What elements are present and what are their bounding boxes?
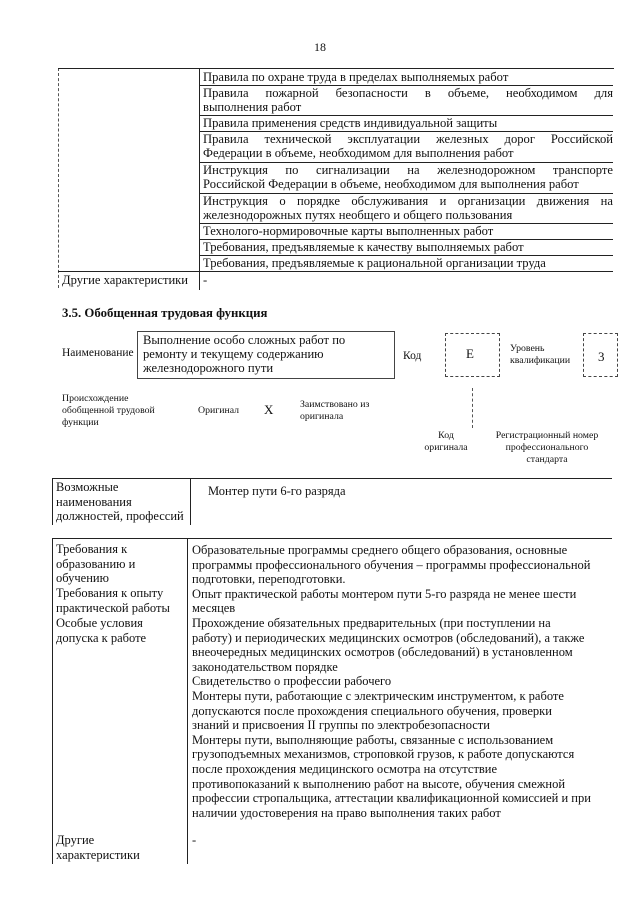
condition-line: Опыт практической работы монтером пути 5-го разряда не менее шести xyxy=(192,586,577,601)
level-value: 3 xyxy=(598,349,605,364)
row-divider xyxy=(199,255,613,256)
original-mark: X xyxy=(264,402,274,417)
condition-line: месяцев xyxy=(192,601,236,616)
requirement-row xyxy=(203,256,613,270)
conditions-content xyxy=(192,543,610,820)
original-label: Оригинал xyxy=(198,405,240,416)
other-characteristics-value: - xyxy=(203,273,208,287)
code-value: E xyxy=(466,346,474,361)
condition-line: наличии удостоверения на право выполнения таких работ xyxy=(192,805,501,820)
condition-item xyxy=(192,733,610,821)
requirement-row xyxy=(203,194,613,222)
condition-line: Образовательные программы среднего общего образования, основные xyxy=(192,543,568,557)
condition-line: программы профессионального обучения – программы профессиональной xyxy=(192,557,591,572)
condition-line: допускаются после прохождения специального обучения, проверки xyxy=(192,703,552,718)
origin-divider xyxy=(472,388,473,428)
condition-line: работу) и периодических медицинских осмотров (обследований), а также xyxy=(192,630,585,645)
condition-line: грузоподъемных механизмов, строповкой грузов, к работе допускаются xyxy=(192,747,575,762)
condition-item xyxy=(192,543,610,587)
positions-value: Монтер пути 6-го разряда xyxy=(208,484,346,498)
page-number: 18 xyxy=(314,40,326,54)
condition-line: профессии стропальщика, аттестации квалификационной комиссией и при xyxy=(192,791,591,806)
row-divider xyxy=(199,223,613,224)
condition-line: после прохождения медицинского осмотра на отсутствие xyxy=(192,761,498,776)
requirement-line: Правила технической эксплуатации железных дорог Российской xyxy=(203,132,613,146)
requirement-line: Технолого-нормировочные карты выполненных работ xyxy=(203,224,494,238)
requirement-line: Требования, предъявляемые к рациональной организации труда xyxy=(203,256,546,270)
other-characteristics-label: Другие характеристики xyxy=(62,273,189,287)
requirement-row xyxy=(203,132,613,160)
positions-left-border xyxy=(52,478,53,525)
registration-number-label: Регистрационный номер профессионального стандарта xyxy=(495,430,599,465)
condition-item xyxy=(192,674,610,689)
requirement-line: Правила по охране труда в пределах выполняемых работ xyxy=(203,70,509,84)
conditions-top-border xyxy=(52,538,612,539)
requirement-line: Федерации в объеме, необходимом для выполнения работ xyxy=(203,146,514,160)
conditions-left-border xyxy=(52,538,53,864)
row-divider xyxy=(199,131,613,132)
requirement-line: Правила применения средств индивидуальной защиты xyxy=(203,116,498,130)
requirement-row xyxy=(203,224,613,238)
education-label: Требования к образованию и обучению xyxy=(56,542,136,586)
positions-divider xyxy=(190,478,191,525)
condition-item xyxy=(192,689,610,733)
requirement-row xyxy=(203,116,613,130)
requirement-line: Инструкция по сигнализации на железнодорожном транспорте xyxy=(203,163,613,177)
row-divider xyxy=(58,271,613,272)
condition-line: знаний и присвоения II группы по электробезопасности xyxy=(192,718,490,733)
condition-line: противопоказаний к выполнению работ на высоте, обучения смежной xyxy=(192,776,566,791)
requirement-line: Инструкция о порядке обслуживания и организации движения на xyxy=(203,194,613,208)
condition-item xyxy=(192,616,610,674)
condition-line: законодательством порядке xyxy=(192,659,338,674)
top-border xyxy=(58,68,614,69)
row-divider xyxy=(199,193,613,194)
borrowed-label: Заимствовано из оригинала xyxy=(300,399,370,422)
code-label: Код xyxy=(403,350,422,362)
condition-line: Монтеры пути, работающие с электрическим инструментом, к работе xyxy=(192,688,564,703)
section-heading: 3.5. Обобщенная трудовая функция xyxy=(62,306,268,320)
requirement-row xyxy=(203,70,613,84)
condition-line: Монтеры пути, выполняющие работы, связанные с использованием xyxy=(192,732,554,747)
special-conditions-label: Особые условия допуска к работе xyxy=(56,616,147,645)
requirement-row xyxy=(203,163,613,191)
requirement-row xyxy=(203,86,613,114)
column-divider xyxy=(199,68,200,290)
positions-label: Возможные наименования должностей, профессий xyxy=(56,480,184,524)
positions-top-border xyxy=(52,478,612,479)
row-divider xyxy=(199,239,613,240)
condition-line: Свидетельство о профессии рабочего xyxy=(192,674,392,689)
experience-label: Требования к опыту практической работы xyxy=(56,586,170,615)
table-left-border xyxy=(58,68,59,288)
requirement-line: Правила пожарной безопасности в объеме, необходимом для xyxy=(203,86,613,100)
condition-line: подготовки, переподготовки. xyxy=(192,572,346,587)
condition-item xyxy=(192,587,610,616)
name-label: Наименование xyxy=(62,347,134,359)
requirement-line: Требования, предъявляемые к качеству выполняемых работ xyxy=(203,240,524,254)
name-value: Выполнение особо сложных работ по ремонту и текущему содержанию железнодорожного пути xyxy=(143,333,346,375)
row-divider xyxy=(199,162,613,163)
requirement-line: Российской Федерации в объеме, необходимом для выполнения работ xyxy=(203,177,579,191)
origin-label: Происхождение обобщенной трудовой функции xyxy=(62,393,155,428)
row-divider xyxy=(199,115,613,116)
condition-line: внеочередных медицинских осмотров (обследований) в установленном xyxy=(192,645,573,660)
conditions-divider xyxy=(187,538,188,864)
condition-line: Прохождение обязательных предварительных (при поступлении на xyxy=(192,615,551,630)
requirement-line: выполнения работ xyxy=(203,100,302,114)
requirement-line: железнодорожных путях необщего и общего пользования xyxy=(203,208,513,222)
requirement-row xyxy=(203,240,613,254)
row-divider xyxy=(199,85,613,86)
level-label: Уровень квалификации xyxy=(510,343,571,366)
other-characteristics-value-2: - xyxy=(192,833,197,847)
other-characteristics-label-2: Другие характеристики xyxy=(56,833,140,862)
original-code-label: Код оригинала xyxy=(424,430,468,453)
